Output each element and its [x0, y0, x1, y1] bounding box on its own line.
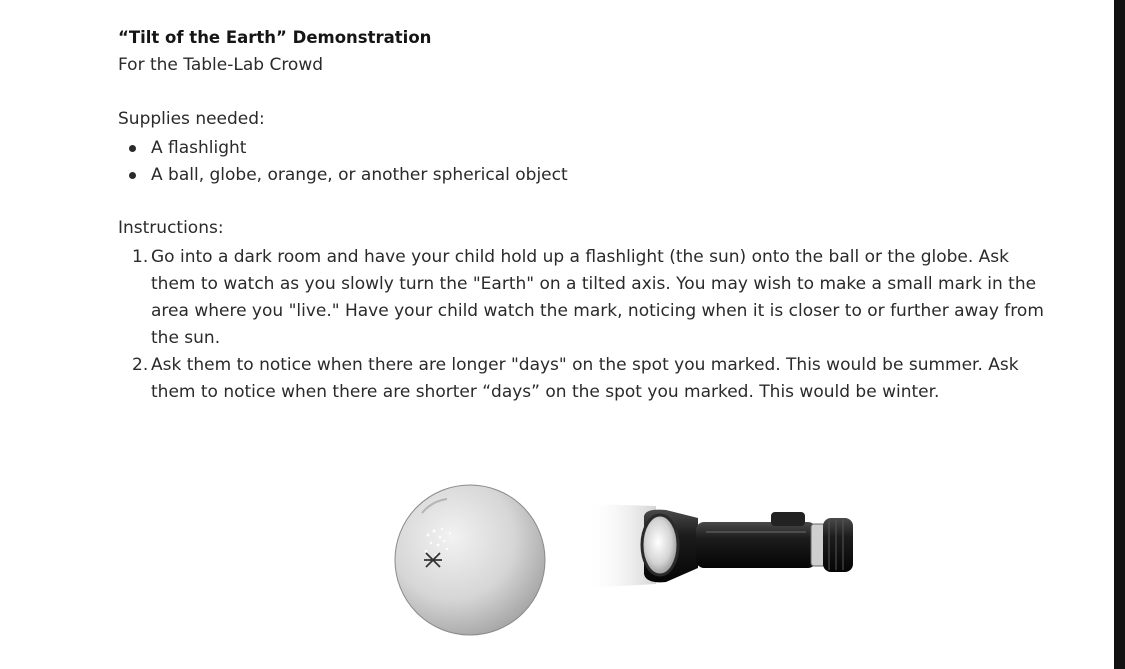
document-title: “Tilt of the Earth” Demonstration	[118, 28, 432, 47]
instruction-step	[118, 244, 1044, 352]
supply-item-text: A ball, globe, orange, or another spherical object	[151, 165, 568, 185]
instructions-heading: Instructions:	[118, 218, 224, 238]
document-subtitle: For the Table-Lab Crowd	[118, 55, 324, 75]
supplies-heading: Supplies needed:	[118, 109, 265, 129]
instruction-step	[118, 352, 1038, 406]
step-text-line: them to notice when there are shorter “days” on the spot you marked. This would be winter.	[151, 382, 940, 402]
bullet-icon	[129, 172, 136, 179]
orange-ball-image	[392, 483, 550, 639]
step-text-line: Ask them to notice when there are longer "days" on the spot you marked. This would be summer. Ask	[151, 355, 1019, 375]
bullet-icon	[129, 145, 136, 152]
list-item	[118, 136, 568, 163]
step-number: 2.	[132, 355, 149, 375]
flashlight-image	[586, 496, 866, 596]
supplies-list	[118, 136, 568, 190]
page-edge	[1114, 0, 1125, 669]
step-text-line: the sun.	[151, 328, 221, 348]
step-text-line: them to watch as you slowly turn the "Earth" on a tilted axis. You may wish to make a small mark in the	[151, 274, 1037, 294]
step-text-line: Go into a dark room and have your child hold up a flashlight (the sun) onto the ball or the globe. Ask	[151, 247, 1009, 267]
supply-item-text: A flashlight	[151, 138, 247, 158]
instructions-list	[118, 244, 1044, 406]
step-number: 1.	[132, 247, 149, 267]
step-text-line: area where you "live." Have your child watch the mark, noticing when it is closer to or further away from	[151, 301, 1044, 321]
list-item	[118, 163, 568, 190]
